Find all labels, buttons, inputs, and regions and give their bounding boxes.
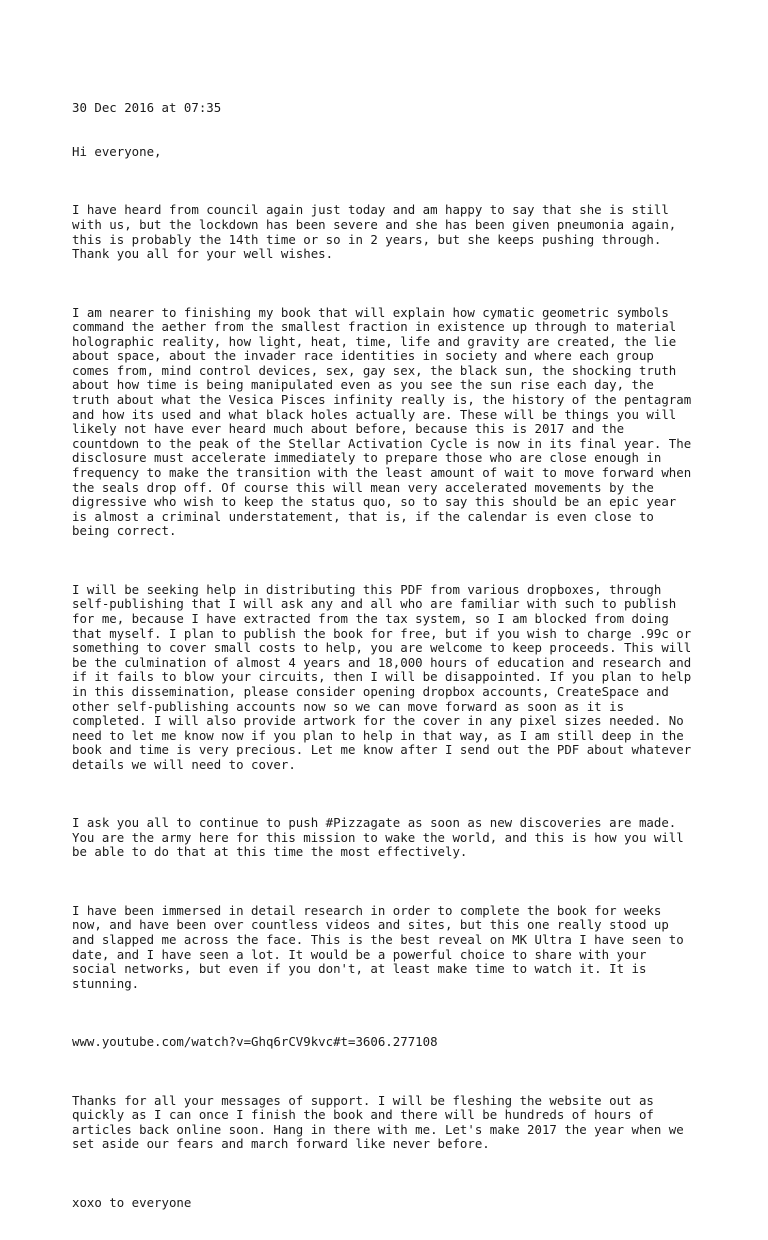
paragraph-thanks: Thanks for all your messages of support. I will be fleshing the website out as quickly as I can once I finish the book and there will be hundreds of hours of articles back online soon. Hang in there with me. Let's make 2017 the year when we set aside our fears and march forward like never before.	[72, 1092, 684, 1152]
paragraph-book-announcement: I am nearer to finishing my book that will explain how cymatic geometric symbols command the aether from the smallest fraction in existence up through to material holographic reality, how light, heat, time, life and gravity are created, the lie about space, about the invader race identities in society and where each group comes from, mind control devices, sex, gay sex, the black sun, the shocking truth about how time is being manipulated even as you see the sun rise each day, the truth about what the Vesica Pisces infinity really is, the history of the pentagram and how its used and what black holes actually are. These will be things you will likely not have ever heard much about before, because this is 2017 and the countdown to the peak of the Stellar Activation Cycle is now in its final year. The disclosure must accelerate immediately to prepare those who are close enough in frequency to make the transition with the least amount of wait to move forward when the seals drop off. Of course this will mean very accelerated movements by the digressive who wish to keep the status quo, so to say this should be an epic year is almost a criminal understatement, that is, if the calendar is even close to being correct.	[72, 304, 692, 539]
paragraph-call-to-action: I ask you all to continue to push #Pizzagate as soon as new discoveries are made. You are the army here for this mission to wake the world, and this is how you will be able to do that at this time the most effectively.	[72, 815, 684, 860]
signoff: xoxo to everyone	[72, 1194, 192, 1210]
greeting: Hi everyone,	[72, 143, 162, 159]
paragraph-video-recommendation: I have been immersed in detail research in order to complete the book for weeks now, and have been over countless videos and sites, but this one really stood up and slapped me across the face. This is the best reveal on MK Ultra I have seen to date, and I have seen a lot. It would be a powerful choice to share with your social networks, but even if you don't, at least make time to watch it. It is stunning.	[72, 902, 684, 991]
paragraph-health-update: I have heard from council again just today and am happy to say that she is still with us, but the lockdown has been severe and she has been given pneumonia again, this is probably the 14th time or so in 2 years, but she keeps pushing through. Thank you all for your well wishes.	[72, 202, 677, 262]
video-link[interactable]: www.youtube.com/watch?v=Ghq6rCV9kvc#t=3606.277108	[72, 1034, 438, 1050]
date-line: 30 Dec 2016 at 07:35	[72, 100, 222, 116]
paragraph-distribution-request: I will be seeking help in distributing this PDF from various dropboxes, through self-publishing that I will ask any and all who are familiar with such to publish for me, because I have extracted from the tax system, so I am blocked from doing that myself. I plan to publish the book for free, but if you wish to charge .99c or something to cover small costs to help, you are welcome to keep proceeds. This will be the culmination of almost 4 years and 18,000 hours of education and research and if it fails to blow your circuits, then I will be disappointed. If you plan to help in this dissemination, please consider opening dropbox accounts, CreateSpace and other self-publishing accounts now so we can move forward as soon as it is completed. I will also provide artwork for the cover in any pixel sizes needed. No need to let me know now if you plan to help in that way, as I am still deep in the book and time is very precious. Let me know after I send out the PDF about whatever details we will need to cover.	[72, 581, 692, 772]
document-body	[72, 72, 712, 1240]
